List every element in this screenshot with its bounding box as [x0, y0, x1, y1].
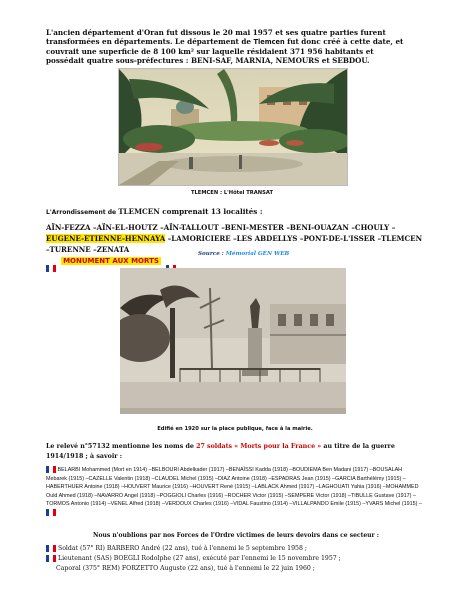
- victim-text: Soldat (57° RI) BARBERO André (22 ans), tué à l'ennemi le 5 septembre 1958 ;: [57, 545, 307, 552]
- forces-ordre-heading: Nous n'oublions par nos Forces de l'Ordre victimes de leurs devoirs dans ce secteur :: [93, 532, 379, 539]
- intro-tlemcen: Tlemcen: [253, 38, 285, 46]
- soldiers-names-list: [46, 466, 424, 518]
- french-flag-icon: [46, 555, 56, 562]
- french-flag-icon: [46, 509, 56, 516]
- arrondissement-title: [46, 207, 263, 216]
- victim-row: [46, 544, 307, 554]
- monument-label: MONUMENT AUX MORTS: [63, 256, 159, 265]
- arrondissement-prefix: L'Arrondissement de: [46, 209, 119, 216]
- releve-red: 27 soldats « Morts pour la France »: [196, 443, 322, 450]
- arrondissement-name: TLEMCEN: [118, 207, 160, 216]
- monument-photo: [120, 268, 346, 414]
- releve-paragraph: [46, 442, 424, 461]
- intro-line1: L'ancien département d'Oran fut dissous le 20 mai 1957 et ses quatre parties furent transformées en départements. Le département de: [46, 28, 386, 46]
- arrondissement-suffix: comprenait 13 localités :: [159, 207, 263, 216]
- photo2-caption: Edifié en 1920 sur la place publique, face à la mairie.: [157, 426, 313, 432]
- source-prefix: Source :: [198, 251, 226, 257]
- victim-row: [46, 554, 341, 564]
- source-note: [198, 251, 289, 257]
- hotel-transat-photo: [118, 68, 348, 186]
- french-flag-icon: [46, 545, 56, 552]
- localities-highlight: EUGENE-ETIENNE-HENNAYA: [46, 234, 166, 243]
- source-link-genweb[interactable]: GEN WEB: [255, 251, 290, 257]
- victim-text: Lieutenant (SAS) BOEGLI Rodolphe (27 ans), exécuté par l'ennemi le 15 novembre 1957 ;: [57, 555, 341, 562]
- victim-text: Caporal (375° REM) FORZETTO Auguste (22 ans), tué à l'ennemi le 22 juin 1960 ;: [56, 565, 315, 572]
- photo1-caption: TLEMCEN : L'Hôtel TRANSAT: [190, 190, 274, 196]
- french-flag-icon: [166, 257, 176, 264]
- intro-line2: fut donc créé à cette date, et couvrait une superficie de 8 100 km² sur laquelle résidaient 371 956 habitants et possédait quatre sous-préfectures : BENI-SAF, MARNIA, NEMOURS et SEBDOU.: [46, 37, 404, 65]
- localities-part2: –LAMORICIERE –LES ABDELLYS –PONT-DE-L'ISSER –TLEMCEN –TURENNE –ZENATA: [46, 234, 423, 254]
- french-flag-icon: [46, 466, 56, 473]
- victim-row: [56, 564, 315, 574]
- localities-part1: AÏN-FEZZA –AÏN-EL-HOUTZ –AÏN-TALLOUT –BENI-MESTER –BENI-OUAZAN –CHOULY –: [46, 223, 396, 232]
- source-link-memorial[interactable]: Mémorial: [225, 251, 256, 257]
- french-flag-icon: [46, 257, 56, 264]
- releve-part1: Le relevé n°57132 mentionne les noms de: [46, 443, 197, 450]
- releve-part2: au titre de la guerre 1914/1918 ; à savoir :: [46, 443, 395, 460]
- names-text: BELARBI Mohammed (Mort en 1914) –BELBOURI Abdelkader (1917) –BENAÏSSI Kadda (1918) –BOUDIEMA Ben Madani (1917) –BOUSALAH Mebarek (1915) –CAZELLE Valentin (1918) –CLAUDEL Michel (1915) –DIAZ Antoine (1918) –ESPADRAS Jean (1915) –GARCIA Barthélémy (1915) –HABERTHUER Antoine (1918) –HOUVERT Maurice (1916) –HOUVERT René (1915) –LABLACK Ahmed (1917) –LAGHOUATI Yahia (1916) –MOHAMMED Ould Ahmed (1918) –NAVARRO Angel (1918) –POGGIOLI Charles (1916) –ROCHER Victor (1915) –SEMPERE Victor (1918) –TIBULLE Gustave (1917) –TORMOS Antonio (1914) –VENEL Alfred (1918) –VERDOUX Charles (1916) –VIDAL Faustino (1914) –VILLALPANDO Emile (1915) –YVARS Michel (1915) –: [46, 467, 422, 508]
- monument-heading-row: [46, 250, 426, 265]
- intro-paragraph: [46, 28, 406, 65]
